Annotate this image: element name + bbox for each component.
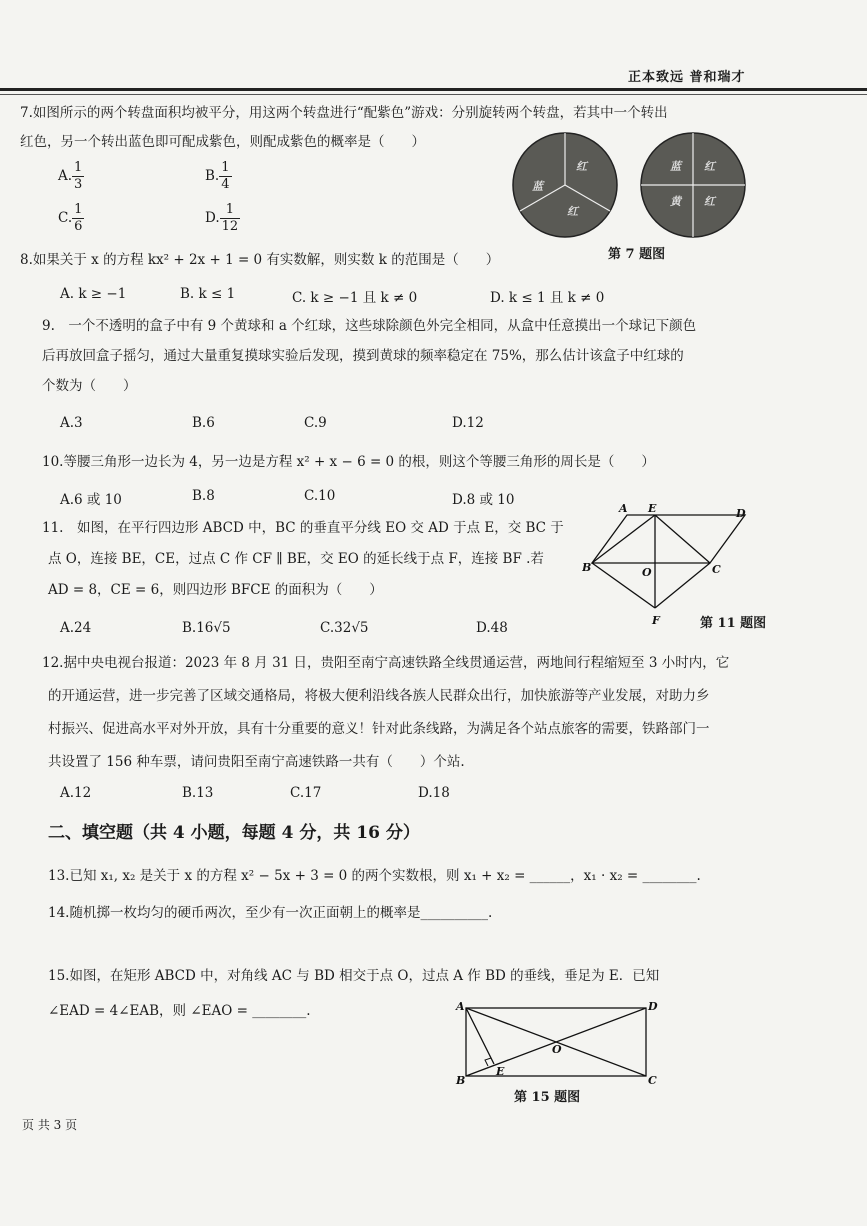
q11-segment-be — [592, 515, 655, 563]
q7-option-a-fraction — [72, 160, 84, 193]
q7-option-d — [205, 202, 240, 235]
spinner-left — [513, 133, 617, 237]
q15-label-c: C — [648, 1074, 657, 1087]
q7-a-num: 1 — [74, 160, 83, 175]
q14-line1: 14.随机掷一枚均匀的硬币两次，至少有一次正面朝上的概率是__________. — [48, 905, 493, 921]
spinner-left-label-2: 蓝 — [532, 180, 543, 193]
q10-option-c: C.10 — [304, 488, 336, 504]
q7-option-c — [58, 202, 84, 235]
q7-line1: 7.如图所示的两个转盘面积均被平分，用这两个转盘进行“配紫色”游戏：分别旋转两个转盘，若其中一个转出 — [20, 105, 668, 121]
q7-option-c-label: C. — [58, 210, 73, 226]
q11-line3: AD = 8，CE = 6，则四边形 BFCE 的面积为（ ） — [48, 582, 383, 598]
section-2-title: 二、填空题（共 4 小题，每题 4 分，共 16 分） — [48, 823, 420, 843]
header-rule — [0, 88, 867, 91]
q12-option-a: A.12 — [60, 785, 92, 801]
q11-label-a: A — [619, 502, 628, 515]
q7-option-a — [58, 160, 84, 193]
spinner-left-label-1: 红 — [576, 160, 587, 173]
q15-caption: 第 15 题图 — [514, 1090, 581, 1105]
spinner-left-label-3: 红 — [567, 205, 578, 218]
q7-c-den: 6 — [74, 219, 83, 234]
q11-label-f: F — [652, 614, 660, 627]
q8-line1: 8.如果关于 x 的方程 kx² + 2x + 1 = 0 有实数解，则实数 k 的范围是（ ） — [20, 252, 500, 268]
q11-option-a: A.24 — [60, 620, 92, 636]
spinner-right-label-4: 红 — [704, 195, 715, 208]
q15-figure — [452, 998, 662, 1090]
q15-label-a: A — [456, 1000, 465, 1013]
q11-figure — [582, 500, 762, 628]
q9-line1: 9. 一个不透明的盒子中有 9 个黄球和 a 个红球，这些球除颜色外完全相同，从盒中任意摸出一个球记下颜色 — [42, 318, 697, 334]
q7-d-den: 12 — [221, 219, 239, 234]
q10-option-d: D.8 或 10 — [452, 492, 515, 508]
q7-line2: 红色，另一个转出蓝色即可配成紫色，则配成紫色的概率是（ ） — [20, 134, 425, 150]
q11-label-c: C — [712, 563, 721, 576]
q15-label-b: B — [456, 1074, 466, 1087]
q10-option-a: A.6 或 10 — [60, 492, 122, 508]
q11-label-d: D — [736, 507, 746, 520]
q15-line1: 15.如图，在矩形 ABCD 中，对角线 AC 与 BD 相交于点 O，过点 A 作 BD 的垂线，垂足为 E．已知 — [48, 968, 660, 984]
header-rule-thin — [0, 94, 867, 95]
q7-option-b — [205, 160, 232, 193]
q11-caption: 第 11 题图 — [700, 616, 767, 631]
q7-spinners-figure — [510, 130, 750, 240]
q15-right-angle-mark — [485, 1058, 491, 1066]
q7-option-b-label: B. — [205, 168, 220, 184]
q13-line1: 13.已知 x₁, x₂ 是关于 x 的方程 x² − 5x + 3 = 0 的两个实数根，则 x₁ + x₂ = ______，x₁ · x₂ = ________. — [48, 868, 701, 884]
q11-option-c: C.32√5 — [320, 620, 369, 636]
q11-segment-cf — [655, 563, 710, 608]
header-motto: 正本致远 普和瑞才 — [628, 70, 746, 85]
q7-option-d-label: D. — [205, 210, 220, 226]
q12-line3: 村振兴、促进高水平对外开放，具有十分重要的意义！针对此条线路，为满足各个站点旅客的需要，铁路部门一 — [48, 721, 710, 737]
spinner-right-label-2: 红 — [704, 160, 715, 173]
q15-label-o: O — [552, 1043, 562, 1056]
footer-page-count: 页 共 3 页 — [22, 1118, 78, 1132]
q9-option-b: B.6 — [192, 415, 215, 431]
q12-line4: 共设置了 156 种车票，请问贵阳至南宁高速铁路一共有（ ）个站. — [48, 754, 465, 770]
q10-option-b: B.8 — [192, 488, 215, 504]
q9-line3: 个数为（ ） — [42, 378, 137, 394]
q11-line1: 11. 如图，在平行四边形 ABCD 中，BC 的垂直平分线 EO 交 AD 于点 E，交 BC 于 — [42, 520, 564, 536]
q11-label-e: E — [648, 502, 657, 515]
q9-option-a: A.3 — [60, 415, 83, 431]
q11-parallelogram — [592, 515, 745, 563]
spinner-right-label-1: 蓝 — [670, 160, 681, 173]
q7-b-den: 4 — [221, 177, 230, 192]
q8-option-d: D. k ≤ 1 且 k ≠ 0 — [490, 290, 605, 306]
q11-option-b: B.16√5 — [182, 620, 231, 636]
q7-option-a-label: A. — [58, 168, 73, 184]
spinner-right-label-3: 黄 — [670, 195, 681, 208]
q12-option-c: C.17 — [290, 785, 322, 801]
q11-line2: 点 O，连接 BE，CE，过点 C 作 CF ∥ BE，交 EO 的延长线于点 F，连接 BF .若 — [48, 551, 544, 567]
q11-label-o: O — [642, 566, 652, 579]
q7-d-num: 1 — [220, 202, 241, 219]
q8-option-a: A. k ≥ −1 — [60, 286, 127, 302]
q12-option-d: D.18 — [418, 785, 450, 801]
q15-label-e: E — [496, 1065, 505, 1078]
q8-option-c: C. k ≥ −1 且 k ≠ 0 — [292, 290, 418, 306]
q10-line1: 10.等腰三角形一边长为 4，另一边是方程 x² + x − 6 = 0 的根，则这个等腰三角形的周长是（ ） — [42, 454, 655, 470]
q8-option-b: B. k ≤ 1 — [180, 286, 236, 302]
q15-label-d: D — [648, 1000, 658, 1013]
q12-line1: 12.据中央电视台报道：2023 年 8 月 31 日，贵阳至南宁高速铁路全线贯通运营，两地间行程缩短至 3 小时内，它 — [42, 655, 730, 671]
q7-b-num: 1 — [221, 160, 230, 175]
q12-option-b: B.13 — [182, 785, 214, 801]
q11-label-b: B — [582, 561, 592, 574]
q9-option-c: C.9 — [304, 415, 327, 431]
q7-a-den: 3 — [74, 177, 83, 192]
spinner-right — [641, 133, 745, 237]
q7-c-num: 1 — [74, 202, 83, 217]
q9-option-d: D.12 — [452, 415, 484, 431]
q12-line2: 的开通运营，进一步完善了区域交通格局，将极大便利沿线各族人民群众出行，加快旅游等产业发展，对助力乡 — [48, 688, 710, 704]
q11-option-d: D.48 — [476, 620, 508, 636]
q7-option-b-fraction — [219, 160, 231, 193]
q11-segment-ce — [655, 515, 710, 563]
q7-option-d-fraction — [220, 202, 241, 235]
q7-caption: 第 7 题图 — [608, 247, 666, 262]
q9-line2: 后再放回盒子摇匀，通过大量重复摸球实验后发现，摸到黄球的频率稳定在 75%，那么估计该盒子中红球的 — [42, 348, 684, 364]
q7-option-c-fraction — [72, 202, 84, 235]
q15-line2: ∠EAD = 4∠EAB，则 ∠EAO = ________. — [48, 1003, 311, 1019]
